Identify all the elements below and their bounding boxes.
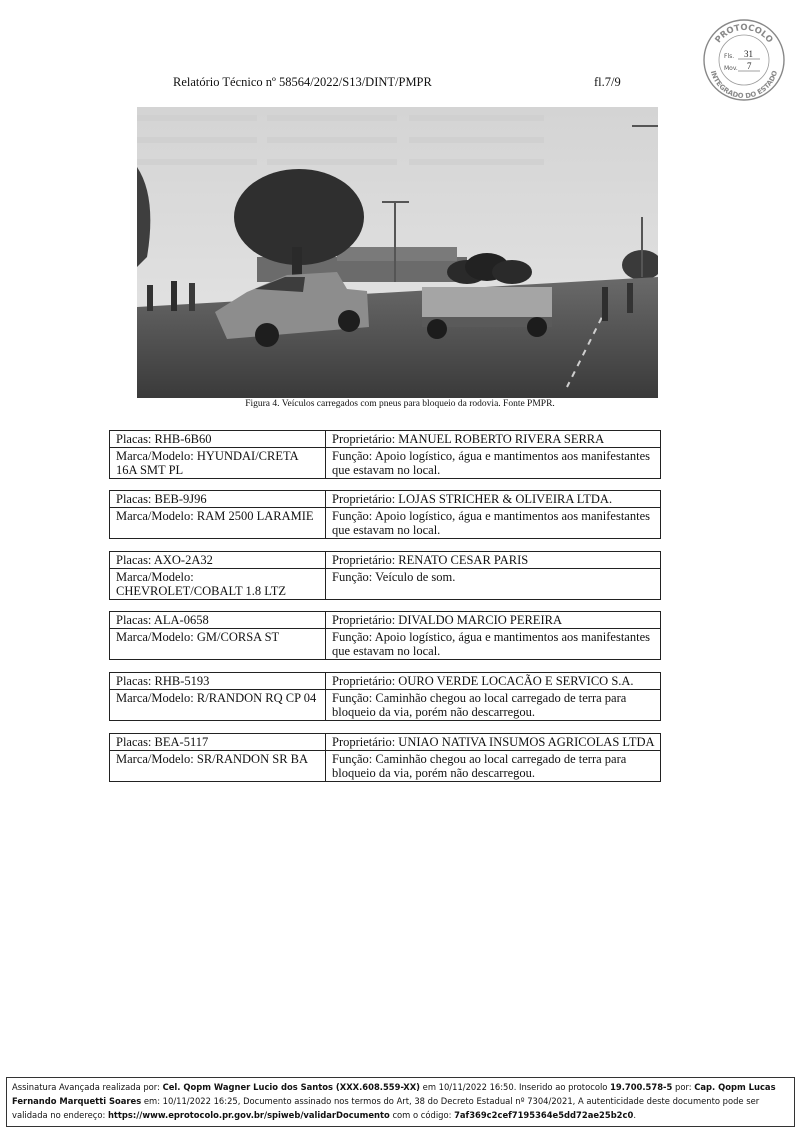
vehicle-model: Marca/Modelo: CHEVROLET/COBALT 1.8 LTZ — [110, 569, 326, 600]
validation-code: 7af369c2cef7195364e5dd72ae25b2c0 — [454, 1110, 634, 1120]
vehicle-model: Marca/Modelo: RAM 2500 LARAMIE — [110, 508, 326, 539]
vehicle-table-2 — [109, 490, 661, 539]
vehicle-model: Marca/Modelo: SR/RANDON SR BA — [110, 751, 326, 782]
stamp-top-text: PROTOCOLO — [713, 22, 775, 46]
footer-text: com o código: — [389, 1110, 455, 1120]
protocol-number: 19.700.578-5 — [610, 1082, 673, 1092]
page-number: fl.7/9 — [594, 75, 621, 89]
vehicle-owner: Proprietário: MANUEL ROBERTO RIVERA SERRA — [326, 431, 661, 448]
vehicle-function: Função: Caminhão chegou ao local carregado de terra para bloqueio da via, porém não descarregou. — [326, 751, 661, 782]
report-title: Relatório Técnico nº 58564/2022/S13/DINT/PMPR — [173, 75, 432, 89]
road-blockade-photo — [137, 107, 658, 398]
footer-text: em 10/11/2022 16:50. Inserido ao protocolo — [420, 1082, 611, 1092]
signer-secondary: Cap. Qopm Lucas Fernando Marquetti Soares — [12, 1082, 776, 1106]
vehicle-plate: Placas: ALA-0658 — [110, 612, 326, 629]
vehicle-function: Função: Apoio logístico, água e mantimentos aos manifestantes que estavam no local. — [326, 448, 661, 479]
validation-url[interactable]: https://www.eprotocolo.pr.gov.br/spiweb/validarDocumento — [107, 1110, 390, 1120]
vehicle-owner: Proprietário: OURO VERDE LOCACÃO E SERVICO S.A. — [326, 673, 661, 690]
vehicle-model: Marca/Modelo: GM/CORSA ST — [110, 629, 326, 660]
vehicle-table-5 — [109, 672, 661, 721]
vehicle-model: Marca/Modelo: R/RANDON RQ CP 04 — [110, 690, 326, 721]
stamp-fls-label: Fls. — [724, 53, 735, 60]
vehicle-function: Função: Veículo de som. — [326, 569, 661, 600]
stamp-mov-label: Mov. — [724, 65, 738, 72]
stamp-mov-value: 7 — [747, 61, 752, 71]
footer-text: . — [633, 1110, 636, 1120]
vehicle-plate: Placas: RHB-5193 — [110, 673, 326, 690]
stamp-bottom-text: INTEGRADO DO ESTADO — [708, 69, 780, 101]
vehicle-owner: Proprietário: UNIAO NATIVA INSUMOS AGRICOLAS LTDA — [326, 734, 661, 751]
vehicle-function: Função: Apoio logístico, água e mantimentos aos manifestantes que estavam no local. — [326, 629, 661, 660]
vehicle-plate: Placas: RHB-6B60 — [110, 431, 326, 448]
vehicle-model: Marca/Modelo: HYUNDAI/CRETA 16A SMT PL — [110, 448, 326, 479]
stamp-fls-value: 31 — [744, 49, 753, 59]
footer-text: Assinatura Avançada realizada por: — [12, 1082, 163, 1092]
vehicle-plate: Placas: BEB-9J96 — [110, 491, 326, 508]
vehicle-table-1 — [109, 430, 661, 479]
vehicle-owner: Proprietário: LOJAS STRICHER & OLIVEIRA LTDA. — [326, 491, 661, 508]
vehicle-table-6 — [109, 733, 661, 782]
vehicle-table-3 — [109, 551, 661, 600]
vehicle-function: Função: Apoio logístico, água e mantimentos aos manifestantes que estavam no local. — [326, 508, 661, 539]
vehicle-function: Função: Caminhão chegou ao local carregado de terra para bloqueio da via, porém não descarregou. — [326, 690, 661, 721]
footer-text: em: 10/11/2022 16:25, Documento assinado nos termos do Art, 38 do Decreto Estadual nº 7304/2021, A autenticidade deste documento pode ser validada no endereço: — [12, 1096, 760, 1120]
vehicle-owner: Proprietário: RENATO CESAR PARIS — [326, 552, 661, 569]
protocol-stamp — [702, 18, 786, 102]
vehicle-owner: Proprietário: DIVALDO MARCIO PEREIRA — [326, 612, 661, 629]
vehicle-plate: Placas: BEA-5117 — [110, 734, 326, 751]
signer-primary: Cel. Qopm Wagner Lucio dos Santos (XXX.608.559-XX) — [162, 1082, 420, 1092]
vehicle-plate: Placas: AXO-2A32 — [110, 552, 326, 569]
figure-caption: Figura 4. Veículos carregados com pneus para bloqueio da rodovia. Fonte PMPR. — [245, 399, 555, 409]
signature-footer — [6, 1077, 795, 1127]
footer-text: por: — [672, 1082, 695, 1092]
vehicle-table-4 — [109, 611, 661, 660]
